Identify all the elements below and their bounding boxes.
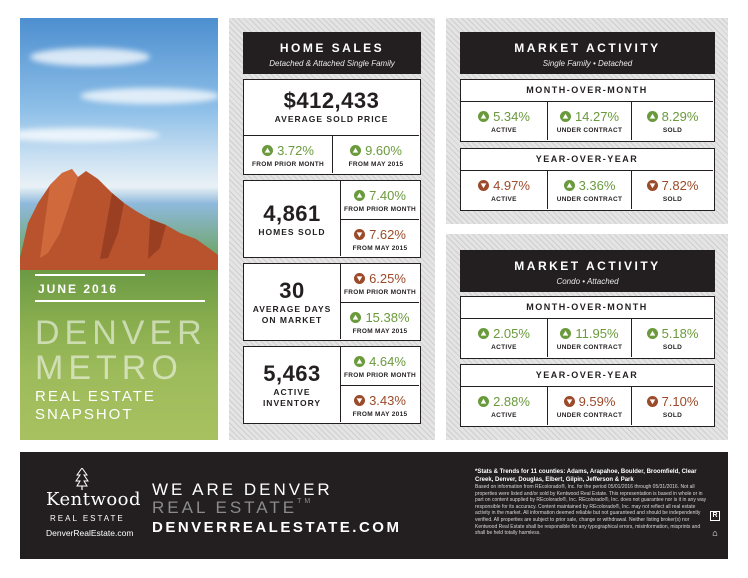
change-value: 9.60% <box>350 143 402 158</box>
change-label: SOLD <box>662 412 683 419</box>
arrow-down-icon <box>354 395 365 406</box>
change-value: 8.29% <box>647 109 699 124</box>
single-yoy-under-contract <box>547 170 631 209</box>
change-label: UNDER CONTRACT <box>556 344 623 351</box>
change-label: SOLD <box>662 127 683 134</box>
arrow-down-icon <box>647 396 658 407</box>
change-label: UNDER CONTRACT <box>556 412 623 419</box>
divider <box>35 274 145 276</box>
arrow-up-icon <box>647 328 658 339</box>
change-value: 15.38% <box>350 310 409 325</box>
days-on-market-main <box>244 278 340 326</box>
change-label: UNDER CONTRACT <box>556 127 623 134</box>
city-title-line1: DENVER <box>35 314 207 352</box>
change-label: FROM MAY 2015 <box>348 161 404 168</box>
condo-mom-sold <box>631 318 713 357</box>
snapshot-subtitle-line1: REAL ESTATE <box>35 388 156 405</box>
tagline-line2: REAL ESTATE™ <box>152 498 314 517</box>
arrow-up-icon <box>354 190 365 201</box>
change-value: 7.10% <box>647 394 699 409</box>
change-value: 4.64% <box>354 354 406 369</box>
tree-logo-icon <box>75 468 89 490</box>
change-label: FROM PRIOR MONTH <box>252 161 324 168</box>
condo-yoy-active <box>461 386 547 425</box>
days-change-year <box>340 302 419 339</box>
days-change-month <box>340 264 419 302</box>
section-title: MONTH-OVER-MONTH <box>526 85 648 95</box>
stats-counties-note: *Stats & Trends for 11 counties: Adams, Arapahoe, Boulder, Broomfield, Clear Creek, Denver, Douglas, Elbert, Gilpin, Jefferson & Park <box>475 469 697 483</box>
change-label: FROM PRIOR MONTH <box>344 289 416 296</box>
arrow-up-icon <box>350 312 361 323</box>
inventory-change-month <box>340 347 419 385</box>
change-label: FROM PRIOR MONTH <box>344 372 416 379</box>
homes-sold-main <box>244 201 340 238</box>
arrow-up-icon <box>647 111 658 122</box>
avg-price-label: AVERAGE SOLD PRICE <box>274 114 389 124</box>
arrow-up-icon <box>478 328 489 339</box>
change-value: 11.95% <box>560 326 618 341</box>
inventory-value: 5,463 <box>263 361 321 386</box>
cloud-shape <box>30 48 150 66</box>
avg-price-main <box>244 88 419 125</box>
arrow-down-icon <box>564 396 575 407</box>
days-on-market-label-line1: AVERAGE DAYS <box>252 304 332 314</box>
equal-housing-icon: ⌂ <box>712 528 718 538</box>
arrow-down-icon <box>354 229 365 240</box>
condo-mom-active <box>461 318 547 357</box>
market-single-subtitle: Single Family • Detached <box>542 59 633 68</box>
change-label: UNDER CONTRACT <box>556 196 623 203</box>
cloud-shape <box>80 88 218 104</box>
change-label: FROM MAY 2015 <box>352 328 408 335</box>
market-single-header <box>460 32 715 74</box>
days-on-market-value: 30 <box>279 278 305 303</box>
change-label: FROM MAY 2015 <box>352 245 408 252</box>
condo-yoy-under-contract <box>547 386 631 425</box>
red-rock-formation <box>20 163 218 273</box>
change-label: ACTIVE <box>491 344 517 351</box>
disclaimer-text: Based on information from REcolorado®, Inc. for the period 05/01/2016 through 05/31/2016. Not all properties were listed and/or sold by Kentwood Real Estate. This representation is based in whole or in part on content supplied by REcolorado®, Inc. REcolorado®, Inc. does not guarantee nor is it in any way responsible for its accuracy. Content maintained by REcolorado®, Inc. may not reflect all real estate activity in the market. All information deemed reliable but not guaranteed and should be independently verified. All properties are subject to prior sale, change or withdrawal. Neither listing broker(s) nor Kentwood Real Estate shall be responsible for any typographical errors, misinformation, misprints and shall be held totally harmless. <box>475 484 707 537</box>
homes-sold-label: HOMES SOLD <box>258 227 326 237</box>
change-value: 5.18% <box>647 326 699 341</box>
arrow-up-icon <box>262 145 273 156</box>
arrow-down-icon <box>478 180 489 191</box>
change-value: 2.88% <box>478 394 530 409</box>
single-mom-box <box>460 79 715 142</box>
website-link[interactable]: DENVERREALESTATE.COM <box>152 519 402 536</box>
avg-price-value: $412,433 <box>283 88 380 113</box>
avg-price-change-year <box>332 135 419 173</box>
realtor-r-icon: R <box>710 511 720 521</box>
single-mom-under-contract <box>547 101 631 140</box>
hero-photo-panel <box>20 18 218 440</box>
change-value: 3.43% <box>354 393 406 408</box>
condo-yoy-box <box>460 364 715 427</box>
divider <box>35 300 205 302</box>
single-yoy-box <box>460 148 715 211</box>
market-condo-header <box>460 250 715 292</box>
homes-sold-value: 4,861 <box>263 201 321 226</box>
change-value: 14.27% <box>560 109 619 124</box>
inventory-label-line2: INVENTORY <box>262 398 322 408</box>
change-value: 2.05% <box>478 326 530 341</box>
market-condo-title: MARKET ACTIVITY <box>514 259 661 273</box>
homes-sold-change-month <box>340 181 419 219</box>
brand-url[interactable]: DenverRealEstate.com <box>46 528 134 538</box>
change-value: 3.72% <box>262 143 314 158</box>
city-title-line2: METRO <box>35 349 183 387</box>
days-on-market-box <box>243 263 421 341</box>
change-value: 7.40% <box>354 188 406 203</box>
single-yoy-sold <box>631 170 713 209</box>
cloud-shape <box>20 128 160 142</box>
change-label: FROM PRIOR MONTH <box>344 206 416 213</box>
arrow-up-icon <box>560 328 571 339</box>
change-label: ACTIVE <box>491 412 517 419</box>
home-sales-header <box>243 32 421 74</box>
inventory-label-line1: ACTIVE <box>273 387 311 397</box>
avg-price-change-month <box>244 135 332 173</box>
inventory-box <box>243 346 421 424</box>
arrow-up-icon <box>560 111 571 122</box>
change-label: SOLD <box>662 196 683 203</box>
home-sales-subtitle: Detached & Attached Single Family <box>269 59 395 68</box>
condo-yoy-sold <box>631 386 713 425</box>
market-condo-subtitle: Condo • Attached <box>556 277 619 286</box>
section-title: YEAR-OVER-YEAR <box>535 154 639 164</box>
tagline-line1: WE ARE DENVER <box>152 480 333 499</box>
homes-sold-change-year <box>340 219 419 256</box>
snapshot-subtitle-line2: SNAPSHOT <box>35 406 134 423</box>
condo-mom-box <box>460 296 715 359</box>
arrow-up-icon <box>478 111 489 122</box>
change-label: FROM MAY 2015 <box>352 411 408 418</box>
days-on-market-label-line2: ON MARKET <box>261 315 323 325</box>
change-value: 7.82% <box>647 178 699 193</box>
single-mom-active <box>461 101 547 140</box>
change-label: ACTIVE <box>491 196 517 203</box>
arrow-up-icon <box>350 145 361 156</box>
change-value: 6.25% <box>354 271 406 286</box>
change-label: ACTIVE <box>491 127 517 134</box>
section-title: YEAR-OVER-YEAR <box>535 370 639 380</box>
change-value: 9.59% <box>564 394 616 409</box>
inventory-change-year <box>340 385 419 422</box>
change-value: 5.34% <box>478 109 530 124</box>
change-value: 7.62% <box>354 227 406 242</box>
single-mom-sold <box>631 101 713 140</box>
inventory-main <box>244 361 340 409</box>
arrow-up-icon <box>354 356 365 367</box>
single-yoy-active <box>461 170 547 209</box>
change-label: SOLD <box>662 344 683 351</box>
report-month: JUNE 2016 <box>38 282 119 296</box>
market-single-title: MARKET ACTIVITY <box>514 41 661 55</box>
section-title: MONTH-OVER-MONTH <box>526 302 648 312</box>
arrow-up-icon <box>564 180 575 191</box>
arrow-down-icon <box>354 273 365 284</box>
footer-banner <box>20 452 728 559</box>
homes-sold-box <box>243 180 421 258</box>
change-value: 3.36% <box>564 178 616 193</box>
avg-price-box <box>243 79 421 175</box>
brand-logo: Kentwood <box>46 489 142 510</box>
trademark: TM <box>297 498 314 505</box>
brand-logo-subtitle: REAL ESTATE <box>50 514 125 523</box>
arrow-down-icon <box>647 180 658 191</box>
change-value: 4.97% <box>478 178 530 193</box>
home-sales-title: HOME SALES <box>279 41 385 55</box>
arrow-up-icon <box>478 396 489 407</box>
condo-mom-under-contract <box>547 318 631 357</box>
